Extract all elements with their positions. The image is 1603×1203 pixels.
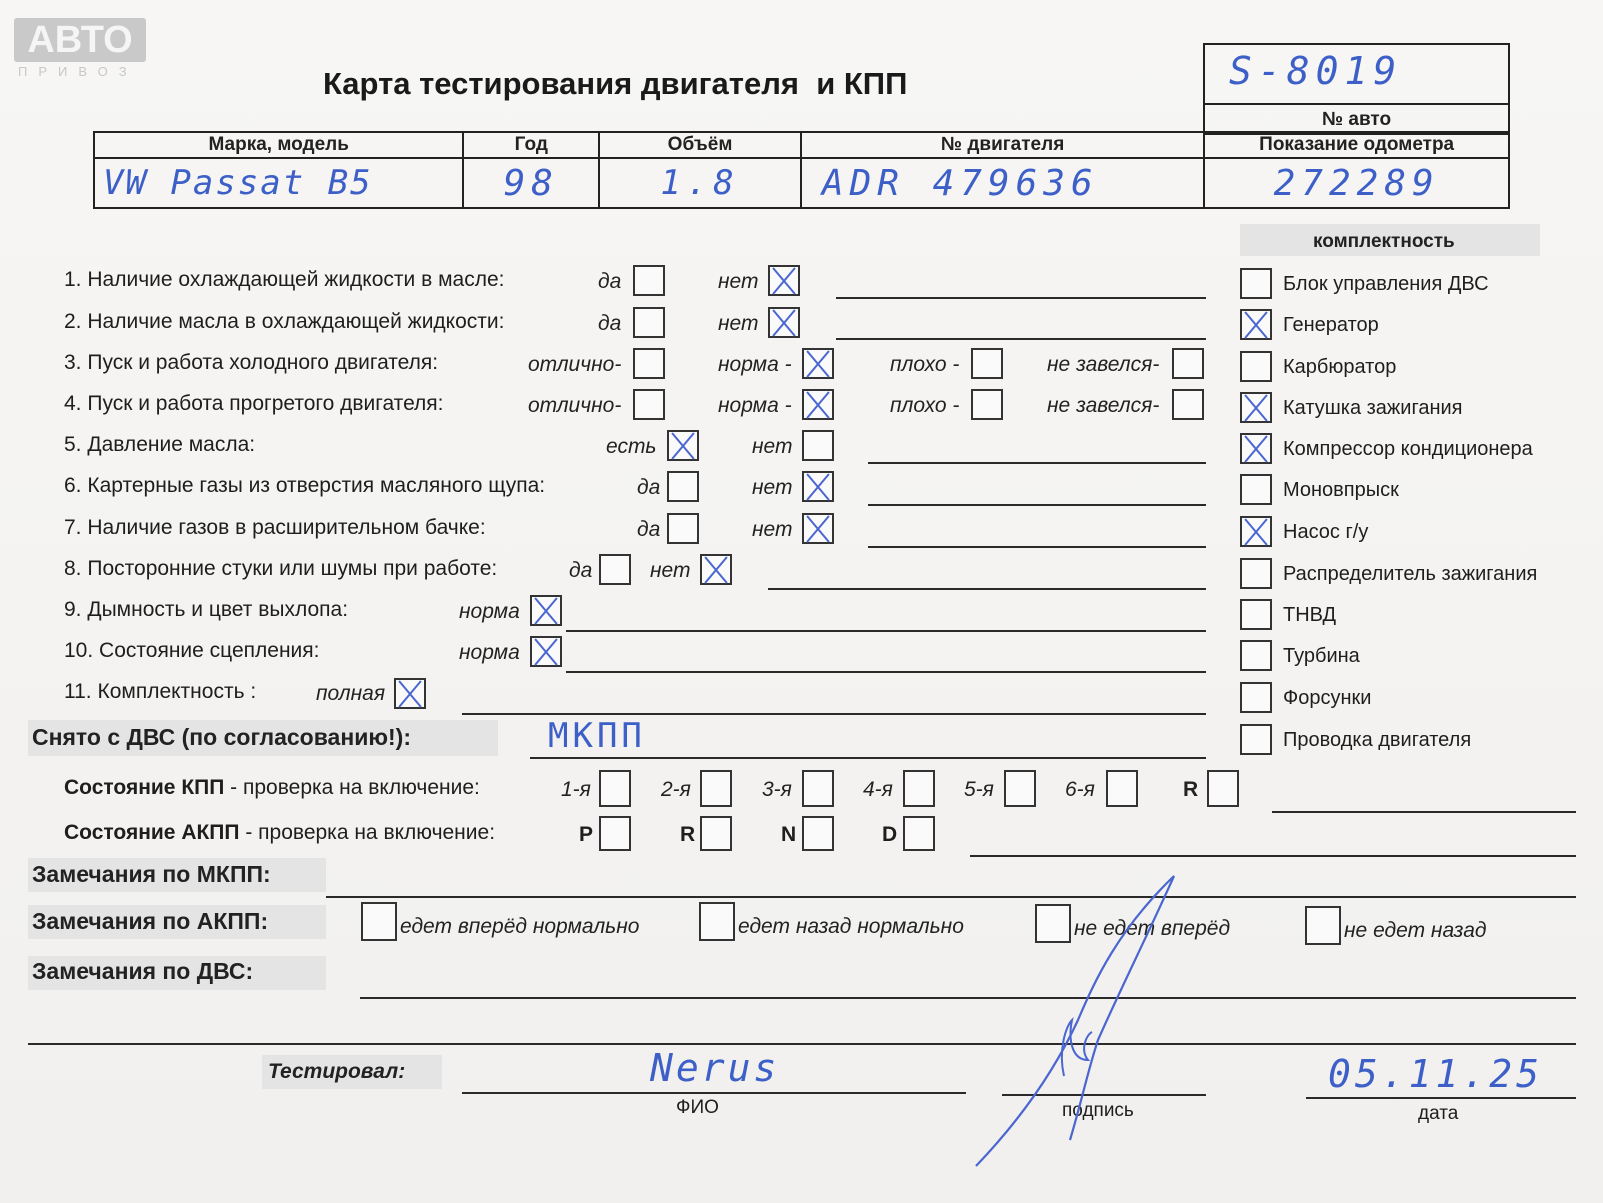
komplekt-item: ТНВД xyxy=(1283,604,1337,626)
kpp-gear-4-checkbox[interactable] xyxy=(903,770,935,807)
q3-nostart-checkbox[interactable] xyxy=(1172,348,1204,379)
akpp-mode-label: P xyxy=(579,823,594,846)
q8-opt-da: да xyxy=(569,559,593,582)
q1-opt-net: нет xyxy=(718,270,759,293)
kpp-gear-r-checkbox[interactable] xyxy=(1207,770,1239,807)
q1-da-checkbox[interactable] xyxy=(633,265,665,296)
removed-value: МКПП xyxy=(548,716,646,756)
q-num: 10. xyxy=(64,639,94,662)
kpp-gear-2-checkbox[interactable] xyxy=(700,770,732,807)
test-date: 05.11.25 xyxy=(1328,1052,1544,1096)
q3-opt-nostart: не завелся- xyxy=(1047,353,1160,376)
akpp-mode-label: R xyxy=(680,823,696,846)
q-text: Состояние сцепления: xyxy=(99,639,320,662)
q7-opt-da: да xyxy=(637,518,661,541)
q3-normal-checkbox[interactable] xyxy=(802,348,834,379)
q7-opt-net: нет xyxy=(752,518,793,541)
q7-da-checkbox[interactable] xyxy=(667,513,699,544)
odometer-label: Показание одометра xyxy=(1259,134,1455,155)
akpp-n-checkbox[interactable] xyxy=(802,816,834,851)
q-num: 7. xyxy=(64,516,82,539)
car-number-box xyxy=(1203,43,1510,135)
q-text: Наличие масла в охлаждающей жидкости: xyxy=(87,310,505,333)
q8-da-checkbox[interactable] xyxy=(599,554,631,585)
q-num: 6. xyxy=(64,474,82,497)
q5-opt-yes: есть xyxy=(606,435,657,458)
kpp-gear-1-checkbox[interactable] xyxy=(599,770,631,807)
akpp-p-checkbox[interactable] xyxy=(599,816,631,851)
q5-no-checkbox[interactable] xyxy=(802,430,834,461)
q9-norma-checkbox[interactable] xyxy=(530,595,562,626)
kpp-gear-label: 2-я xyxy=(661,778,691,801)
q5-yes-checkbox[interactable] xyxy=(667,430,699,461)
q4-opt-nostart: не завелся- xyxy=(1047,394,1160,417)
q4-bad-checkbox[interactable] xyxy=(971,389,1003,420)
q-text: Пуск и работа холодного двигателя: xyxy=(87,351,439,374)
q8-net-checkbox[interactable] xyxy=(700,554,732,585)
page-title: Карта тестирования двигателя и КПП xyxy=(323,66,908,101)
q-text: Посторонние стуки или шумы при работе: xyxy=(87,557,498,580)
akpp-note-option: не едет назад xyxy=(1344,919,1487,942)
akpp-note-option: едет назад нормально xyxy=(738,915,964,938)
q3-opt-excellent: отлично- xyxy=(528,353,622,376)
akpp-mode-label: D xyxy=(882,823,898,846)
q11-full-checkbox[interactable] xyxy=(394,678,426,709)
q9-opt-norma: норма xyxy=(459,600,520,623)
komplekt-title: комплектность xyxy=(1313,231,1455,252)
notes-akpp-label: Замечания по АКПП: xyxy=(32,908,269,934)
q2-opt-net: нет xyxy=(718,312,759,335)
volume-label: Объём xyxy=(667,134,733,155)
q6-da-checkbox[interactable] xyxy=(667,471,699,502)
komplekt-checkbox[interactable] xyxy=(1240,599,1272,630)
akpp-no-back-checkbox[interactable] xyxy=(1305,906,1341,945)
q2-da-checkbox[interactable] xyxy=(633,307,665,338)
akpp-forward-ok-checkbox[interactable] xyxy=(361,902,397,941)
kpp-gear-label: 1-я xyxy=(561,778,591,801)
q10-norma-checkbox[interactable] xyxy=(530,636,562,667)
q10-opt-norma: норма xyxy=(459,641,520,664)
q8-opt-net: нет xyxy=(650,559,691,582)
komplekt-checkbox[interactable] xyxy=(1240,433,1272,464)
notes-dvs-label: Замечания по ДВС: xyxy=(32,958,254,984)
kpp-gear-6-checkbox[interactable] xyxy=(1106,770,1138,807)
q6-net-checkbox[interactable] xyxy=(802,471,834,502)
akpp-note-option: едет вперёд нормально xyxy=(400,915,640,938)
komplekt-checkbox[interactable] xyxy=(1240,724,1272,755)
engine-label: № двигателя xyxy=(940,134,1065,155)
q4-opt-bad: плохо - xyxy=(890,394,960,417)
year-label: Год xyxy=(514,134,548,155)
make-value: VW Passat B5 xyxy=(103,163,373,203)
kpp-gear-5-checkbox[interactable] xyxy=(1004,770,1036,807)
q-num: 11. xyxy=(64,680,92,703)
kpp-gear-3-checkbox[interactable] xyxy=(802,770,834,807)
removed-label: Снято с ДВС (по согласованию!): xyxy=(32,724,411,750)
komplekt-checkbox[interactable] xyxy=(1240,351,1272,382)
q-text: Наличие газов в расширительном бачке: xyxy=(87,516,486,539)
akpp-d-checkbox[interactable] xyxy=(903,816,935,851)
komplekt-item: Проводка двигателя xyxy=(1283,729,1472,751)
header-table xyxy=(93,131,1510,209)
komplekt-item: Турбина xyxy=(1283,645,1360,667)
kpp-gear-label: 5-я xyxy=(964,778,994,801)
q-num: 5. xyxy=(64,433,82,456)
volume-value: 1.8 xyxy=(660,163,740,203)
komplekt-checkbox[interactable] xyxy=(1240,309,1272,340)
q-num: 3. xyxy=(64,351,82,374)
q-text: Давление масла: xyxy=(87,433,256,456)
tester-name: Nerus xyxy=(650,1046,780,1090)
fio-caption: ФИО xyxy=(676,1097,719,1118)
q-num: 8. xyxy=(64,557,82,580)
komplekt-item: Насос г/у xyxy=(1283,521,1369,543)
car-number-value: S-8019 xyxy=(1229,49,1403,93)
kpp-label-bold: Состояние КПП xyxy=(64,776,225,799)
komplekt-item: Катушка зажигания xyxy=(1283,397,1463,419)
komplekt-item: Блок управления ДВС xyxy=(1283,273,1489,295)
q4-normal-checkbox[interactable] xyxy=(802,389,834,420)
logo-main: АВТО xyxy=(14,18,146,62)
akpp-mode-label: N xyxy=(781,823,797,846)
q4-nostart-checkbox[interactable] xyxy=(1172,389,1204,420)
tested-label: Тестировал: xyxy=(268,1060,406,1083)
make-label: Марка, модель xyxy=(208,134,349,155)
komplekt-checkbox[interactable] xyxy=(1240,640,1272,671)
engine-value: ADR 479636 xyxy=(821,162,1099,204)
q-num: 9. xyxy=(64,598,82,621)
q-num: 4. xyxy=(64,392,82,415)
komplekt-item: Карбюратор xyxy=(1283,356,1397,378)
q6-opt-net: нет xyxy=(752,476,793,499)
q3-opt-bad: плохо - xyxy=(890,353,960,376)
odometer-value: 272289 xyxy=(1273,162,1440,204)
kpp-gear-label: R xyxy=(1183,778,1199,801)
q2-opt-da: да xyxy=(598,312,622,335)
q5-opt-no: нет xyxy=(752,435,793,458)
q3-excellent-checkbox[interactable] xyxy=(633,348,665,379)
sign-caption: подпись xyxy=(1062,1100,1134,1121)
kpp-gear-label: 3-я xyxy=(762,778,792,801)
logo xyxy=(14,18,146,79)
q1-opt-da: да xyxy=(598,270,622,293)
kpp-gear-label: 4-я xyxy=(863,778,893,801)
q3-opt-normal: норма - xyxy=(718,353,792,376)
akpp-note-option: не едет вперёд xyxy=(1074,917,1231,940)
akpp-label-rest: - проверка на включение: xyxy=(239,821,496,844)
akpp-label-bold: Состояние АКПП xyxy=(64,821,240,844)
komplekt-checkbox[interactable] xyxy=(1240,558,1272,589)
date-caption: дата xyxy=(1418,1103,1459,1124)
komplekt-item: Распределитель зажигания xyxy=(1283,563,1538,585)
q11-opt-full: полная xyxy=(316,682,386,705)
q-text: Наличие охлаждающей жидкости в масле: xyxy=(87,268,505,291)
komplekt-checkbox[interactable] xyxy=(1240,516,1272,547)
q3-bad-checkbox[interactable] xyxy=(971,348,1003,379)
q1-net-checkbox[interactable] xyxy=(768,265,800,296)
car-number-label: № авто xyxy=(1321,109,1392,130)
komplekt-checkbox[interactable] xyxy=(1240,474,1272,505)
komplekt-item: Форсунки xyxy=(1283,687,1372,709)
komplekt-item: Моновпрыск xyxy=(1283,479,1399,501)
komplekt-checkbox[interactable] xyxy=(1240,392,1272,423)
year-value: 98 xyxy=(503,162,559,204)
q-text: Картерные газы из отверстия масляного щупа: xyxy=(87,474,546,497)
notes-mkpp-label: Замечания по МКПП: xyxy=(32,861,271,887)
q4-opt-excellent: отлично- xyxy=(528,394,622,417)
kpp-label-rest: - проверка на включение: xyxy=(224,776,480,799)
q7-net-checkbox[interactable] xyxy=(802,513,834,544)
akpp-r-checkbox[interactable] xyxy=(700,816,732,851)
q-text: Дымность и цвет выхлопа: xyxy=(87,598,349,621)
logo-sub: ПРИВОЗ xyxy=(18,64,138,79)
signature-mark xyxy=(960,870,1190,1170)
q-text: Пуск и работа прогретого двигателя: xyxy=(87,392,444,415)
kpp-gear-label: 6-я xyxy=(1065,778,1095,801)
q2-net-checkbox[interactable] xyxy=(768,307,800,338)
q6-opt-da: да xyxy=(637,476,661,499)
q-num: 1. xyxy=(64,268,82,291)
komplekt-item: Генератор xyxy=(1283,314,1379,336)
komplekt-checkbox[interactable] xyxy=(1240,682,1272,713)
q-text: Комплектность : xyxy=(97,680,257,703)
komplekt-item: Компрессор кондиционера xyxy=(1283,438,1533,460)
komplekt-checkbox[interactable] xyxy=(1240,268,1272,299)
q-num: 2. xyxy=(64,310,82,333)
q4-opt-normal: норма - xyxy=(718,394,792,417)
q4-excellent-checkbox[interactable] xyxy=(633,389,665,420)
akpp-back-ok-checkbox[interactable] xyxy=(699,902,735,941)
